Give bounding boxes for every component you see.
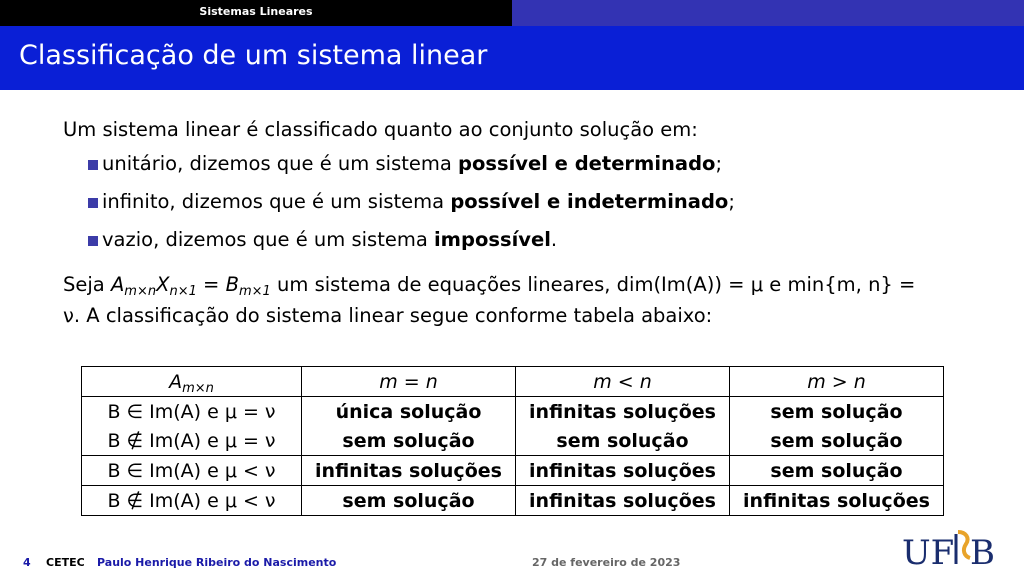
table-cell: sem solução (730, 456, 944, 486)
table-cell: sem solução (516, 426, 730, 456)
author: Paulo Henrique Ribeiro do Nascimento (97, 556, 337, 569)
bullet-end: ; (728, 190, 735, 213)
bullet-text: vazio, dizemos que é um sistema (102, 228, 434, 251)
condition-cell: B ∉ Im(A) e μ < ν (82, 486, 302, 516)
bullet-end: . (550, 228, 558, 251)
svg-text:UF: UF (902, 533, 955, 572)
table-cell: sem solução (302, 486, 516, 516)
slide-content (63, 117, 983, 331)
bullet-square-icon (88, 160, 98, 170)
title-bar (0, 26, 1024, 90)
bullet-bold: impossível (434, 228, 551, 251)
header-cell: m > n (730, 367, 944, 397)
table-cell: sem solução (730, 426, 944, 456)
equation: Seja $A_{m\times n}X_{n\times 1} = B_{m\times 1}$ (63, 273, 271, 299)
header-cell: m < n (516, 367, 730, 397)
footer (0, 556, 1024, 576)
bullet-item (63, 187, 983, 225)
bullet-list (63, 149, 983, 263)
date: 27 de fevereiro de 2023 (532, 556, 681, 569)
table-cell: sem solução (302, 426, 516, 456)
system-paragraph (63, 269, 983, 331)
condition-cell: B ∈ Im(A) e μ < ν (82, 456, 302, 486)
header-cell: $A_{m\times n}$ (82, 367, 302, 397)
section-title: Sistemas Lineares (199, 5, 313, 18)
bullet-text: infinito, dizemos que é um sistema (102, 190, 451, 213)
table-cell: única solução (302, 397, 516, 427)
intro-text: Um sistema linear é classificado quanto ao conjunto solução em: (63, 118, 698, 141)
bullet-item (63, 149, 983, 187)
page-number: 4 (23, 556, 31, 569)
ufrb-logo (900, 524, 1002, 572)
header-cell: m = n (302, 367, 516, 397)
table-row (82, 456, 944, 486)
bullet-square-icon (88, 198, 98, 208)
table-row (82, 486, 944, 516)
para-line-2: ν. A classificação do sistema linear segue conforme tabela abaixo: (63, 304, 713, 327)
table-cell: infinitas soluções (730, 486, 944, 516)
table-row (82, 397, 944, 427)
slide-title: Classificação de um sistema linear (19, 40, 488, 71)
table-cell: infinitas soluções (516, 456, 730, 486)
para-line-1: um sistema de equações lineares, dim(Im(A)) = μ e min{m, n} = (277, 273, 916, 296)
top-bar (0, 0, 1024, 26)
svg-text:B: B (970, 533, 995, 572)
bullet-square-icon (88, 236, 98, 246)
top-bar-right (512, 0, 1024, 26)
classification-table (81, 366, 944, 516)
table-cell: infinitas soluções (302, 456, 516, 486)
condition-cell: B ∈ Im(A) e μ = ν (82, 397, 302, 427)
bullet-text: unitário, dizemos que é um sistema (102, 152, 459, 175)
table-cell: sem solução (730, 397, 944, 427)
bullet-bold: possível e indeterminado (450, 190, 729, 213)
table-header-row (82, 367, 944, 397)
bullet-end: ; (715, 152, 723, 175)
table-cell: infinitas soluções (516, 397, 730, 427)
institution: CETEC (46, 556, 85, 569)
bullet-bold: possível e determinado (458, 152, 716, 175)
table-cell: infinitas soluções (516, 486, 730, 516)
ufrb-logo-icon (900, 524, 1002, 572)
table-row (82, 426, 944, 456)
condition-cell: B ∉ Im(A) e μ = ν (82, 426, 302, 456)
bullet-item (63, 225, 983, 263)
